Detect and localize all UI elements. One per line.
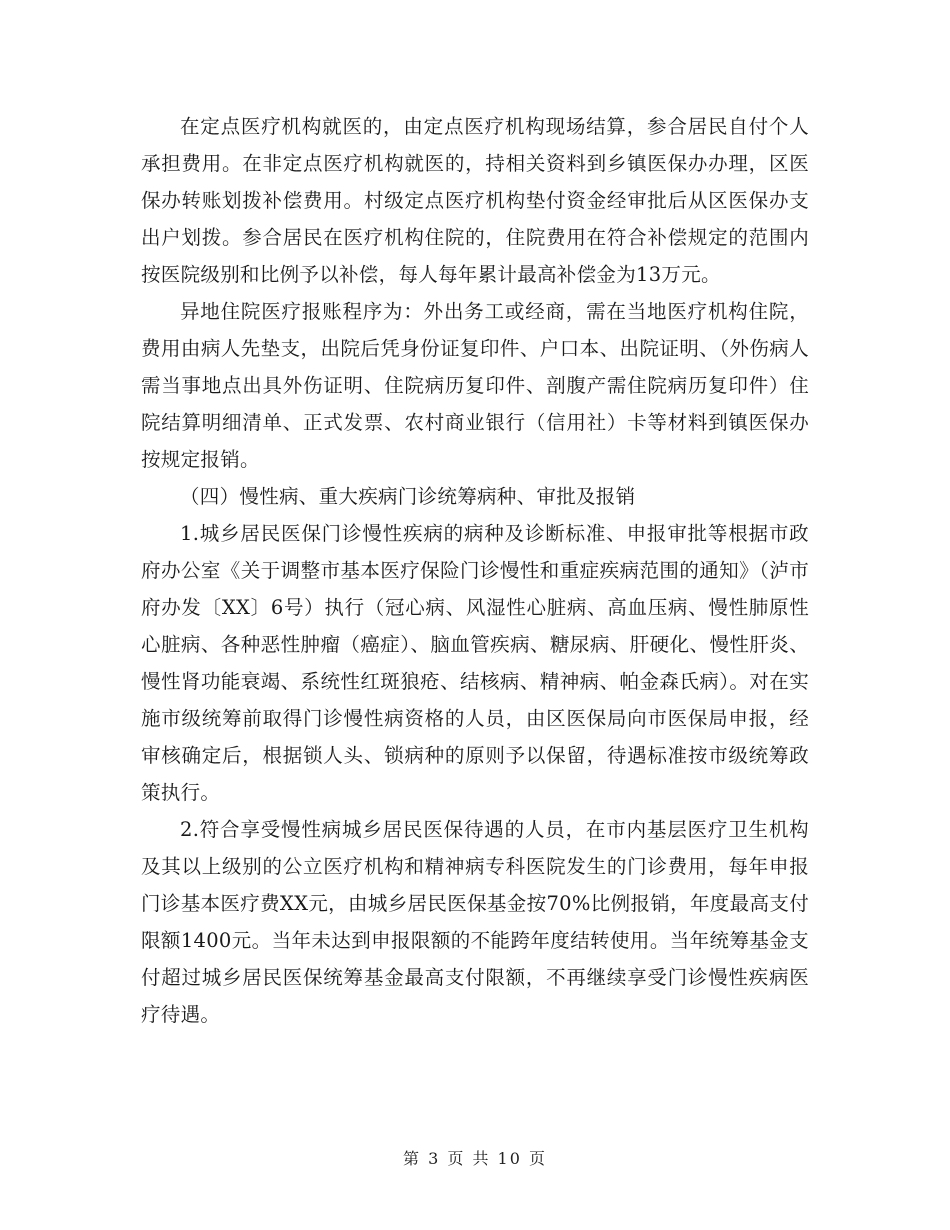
page-label-suffix: 页 <box>529 1149 548 1168</box>
paragraph-chronic-disease-benefits: 2.符合享受慢性病城乡居民医保待遇的人员，在市内基层医疗卫生机构及其以上级别的公立医疗机构和精神病专科医院发生的门诊费用，每年申报门诊基本医疗费XX元，由城乡居民医保基金按70%比例报销，年度最高支付限额1400元。当年未达到申报限额的不能跨年度结转使用。当年统筹基金支付超过城乡居民医保统筹基金最高支付限额，不再继续享受门诊慢性疾病医疗待遇。 <box>141 818 809 1026</box>
paragraph-offsite-reimbursement: 异地住院医疗报账程序为：外出务工或经商，需在当地医疗机构住院，费用由病人先垫支，出院后凭身份证复印件、户口本、出院证明、（外伤病人需当事地点出具外伤证明、住院病历复印件、剖腹产需住院病历复印件）住院结算明细清单、正式发票、农村商业银行（信用社）卡等材料到镇医保办按规定报销。 <box>141 300 809 471</box>
paragraph-chronic-disease-types: 1.城乡居民医保门诊慢性疾病的病种及诊断标准、申报审批等根据市政府办公室《关于调整市基本医疗保险门诊慢性和重症疾病范围的通知》（泸市府办发〔XX〕6号）执行（冠心病、风湿性心脏病、高血压病、慢性肺原性心脏病、各种恶性肿瘤（癌症）、脑血管疾病、糖尿病、肝硬化、慢性肝炎、慢性肾功能衰竭、系统性红斑狼疮、结核病、精神病、帕金森氏病）。对在实施市级统筹前取得门诊慢性病资格的人员，由区医保局向市医保局申报，经审核确定后，根据锁人头、锁病种的原则予以保留，待遇标准按市级统筹政策执行。 <box>141 522 809 804</box>
page-label-prefix: 第 <box>402 1149 421 1168</box>
paragraph-settlement: 在定点医疗机构就医的，由定点医疗机构现场结算，参合居民自付个人承担费用。在非定点医疗机构就医的，持相关资料到乡镇医保办办理，区医保办转账划拨补偿费用。村级定点医疗机构垫付资金经审批后从区医保办支出户划拨。参合居民在医疗机构住院的，住院费用在符合补偿规定的范围内按医院级别和比例予以补偿，每人每年累计最高补偿金为13万元。 <box>141 115 809 286</box>
page-footer <box>0 1146 950 1169</box>
section-heading-chronic-disease: （四）慢性病、重大疾病门诊统筹病种、审批及报销 <box>180 485 636 508</box>
document-body <box>141 108 809 1033</box>
current-page-number: 3 <box>428 1149 441 1168</box>
page-label-mid: 页 共 <box>447 1149 491 1168</box>
total-pages-number: 10 <box>497 1149 522 1168</box>
